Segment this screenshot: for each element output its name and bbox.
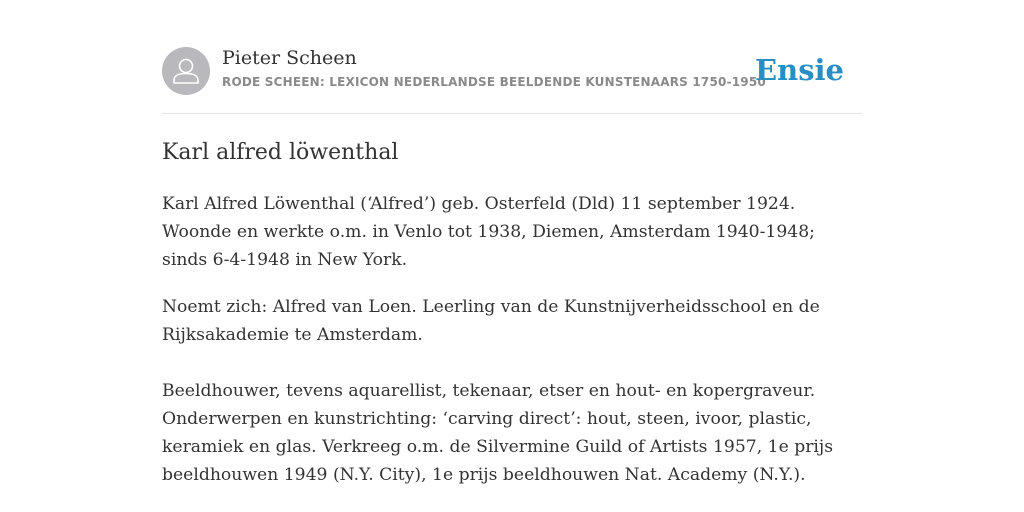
header (162, 46, 862, 96)
author-name[interactable]: Pieter Scheen (222, 47, 357, 69)
article-title: Karl alfred löwenthal (162, 140, 399, 165)
avatar[interactable] (162, 47, 210, 95)
article-paragraph: Beeldhouwer, tevens aquarellist, tekenaar, etser en hout- en kopergraveur. Onderwerpen en kunstrichting: ‘carving direct’: hout, steen, ivoor, plastic, keramiek en glas. Verkreeg o.m. de Silvermine Guild of Artists 1957, 1e prijs beeldhouwen 1949 (N.Y. City), 1e prijs beeldhouwen Nat. Academy (N.Y.). (162, 381, 834, 485)
article (162, 138, 862, 489)
article-paragraph: Noemt zich: Alfred van Loen. Leerling van de Kunstnijverheidsschool en de Rijksakademie te Amsterdam. (162, 297, 820, 345)
article-paragraph: Karl Alfred Löwenthal (‘Alfred’) geb. Osterfeld (Dld) 11 september 1924. Woonde en werkte o.m. in Venlo tot 1938, Diemen, Amsterdam 1940-1948; sinds 6-4-1948 in New York. (162, 194, 815, 270)
source-title[interactable]: RODE SCHEEN: LEXICON NEDERLANDSE BEELDENDE KUNSTENAARS 1750-1950 (222, 75, 766, 89)
header-divider (162, 113, 862, 114)
user-icon (162, 47, 210, 95)
brand-logo[interactable]: Ensie (755, 53, 844, 87)
